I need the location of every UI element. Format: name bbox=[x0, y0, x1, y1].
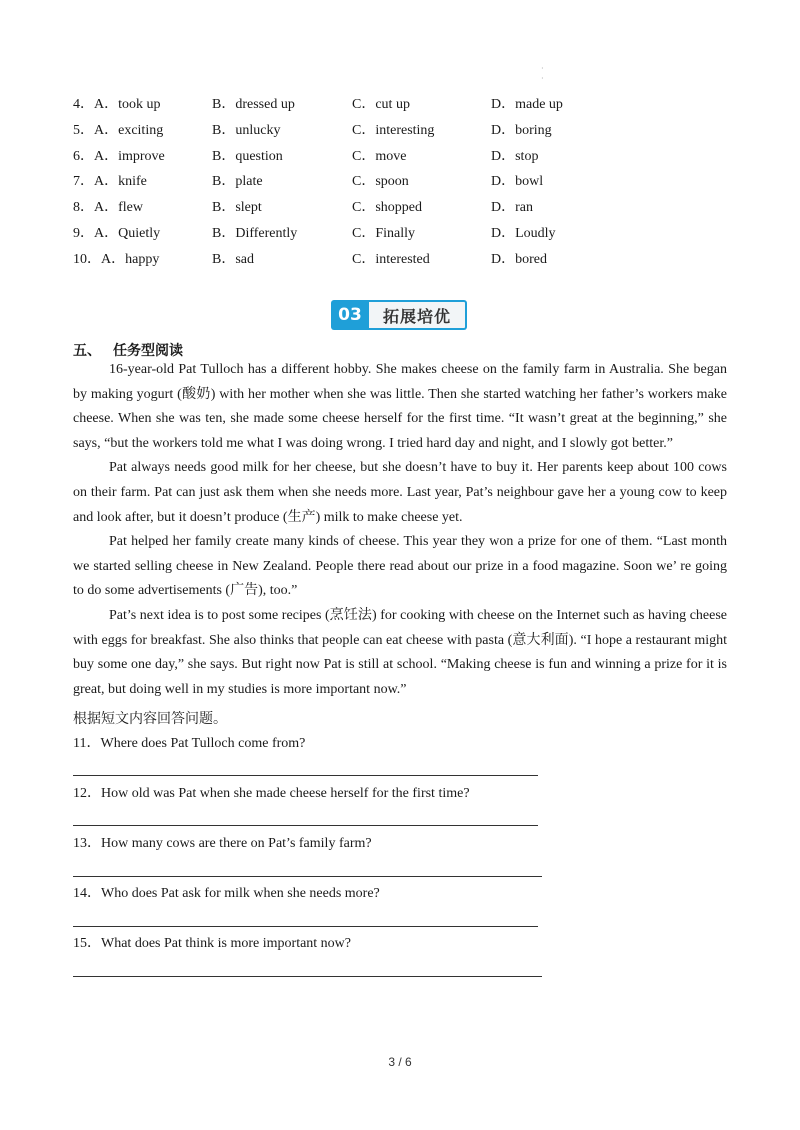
option-d: D．bowl bbox=[491, 174, 544, 190]
answer-line-14[interactable] bbox=[73, 926, 538, 927]
option-d: D．bored bbox=[491, 251, 547, 267]
passage-paragraph: Pat’s next idea is to post some recipes (烹饪法) for cooking with cheese on the Internet such as having cheese with eggs for breakfast. She also thinks that people can eat cheese with pasta (意大利面). “I hope a restaurant might buy some one day,” she says. But right now Pat is still at school. “Making cheese is fun and winning a prize for it is great, but doing well in my studies is more important now.” bbox=[73, 607, 727, 697]
passage-paragraph: 16-year-old Pat Tulloch has a different hobby. She makes cheese on the family farm in Australia. She began by making yogurt (酸奶) with her mother when she was little. Then she started watching her father’s workers make cheese. When she was ten, she made some cheese herself for the first time. “It wasn’t great at the beginning,” she says, “but the workers told me what I was doing wrong. I tried hard day and night, and I slowly got better.” bbox=[73, 362, 727, 451]
option-b: B．question bbox=[212, 148, 283, 164]
badge-label: 拓展培优 bbox=[369, 300, 467, 330]
option-a: 8．A．flew bbox=[73, 200, 143, 216]
option-a: 4．A．took up bbox=[73, 97, 161, 112]
option-b: B．slept bbox=[212, 200, 262, 216]
question-13: 13．How many cows are there on Pat’s family farm? bbox=[73, 836, 372, 851]
badge-number: 03 bbox=[331, 300, 369, 330]
section-index: 五、 bbox=[73, 343, 101, 359]
question-12: 12．How old was Pat when she made cheese herself for the first time? bbox=[73, 786, 470, 801]
passage-paragraph: Pat helped her family create many kinds of cheese. This year they won a prize for one of them. “Last month we started selling cheese in New Zealand. People there read about our prize in a food magazine. Soon we’ re going to do some advertisements (广告), too.” bbox=[73, 534, 727, 599]
instruction-text: 根据短文内容回答问题。 bbox=[73, 711, 227, 727]
question-11: 11．Where does Pat Tulloch come from? bbox=[73, 736, 306, 751]
option-b: B．Differently bbox=[212, 225, 298, 241]
option-a: 9．A．Quietly bbox=[73, 225, 161, 241]
answer-line-12[interactable] bbox=[73, 825, 538, 826]
option-d: D．ran bbox=[491, 200, 533, 216]
option-a: 5．A．exciting bbox=[73, 122, 164, 138]
option-b: B．dressed up bbox=[212, 97, 295, 112]
answer-line-15[interactable] bbox=[73, 976, 542, 977]
option-d: D．Loudly bbox=[491, 225, 556, 241]
section-title: 任务型阅读 bbox=[113, 343, 183, 359]
option-c: C．shopped bbox=[352, 200, 422, 216]
option-b: B．sad bbox=[212, 251, 254, 267]
passage-paragraph: Pat always needs good milk for her cheese, but she doesn’t have to buy it. Her parents keep about 100 cows on their farm. Pat can just ask them when she needs more. Last year, Pat’s neighbour gave her a young cow to keep and look after, but it doesn’t produce (生产) milk to make cheese yet. bbox=[73, 460, 727, 525]
option-a: 7．A．knife bbox=[73, 174, 147, 190]
answer-line-11[interactable] bbox=[73, 775, 538, 776]
reading-passage bbox=[73, 358, 727, 702]
option-c: C．cut up bbox=[352, 97, 410, 112]
option-a: 10．A．happy bbox=[73, 251, 160, 267]
scan-dots: · · bbox=[541, 64, 544, 83]
question-15: 15．What does Pat think is more important now? bbox=[73, 936, 352, 951]
option-a: 6．A．improve bbox=[73, 148, 165, 164]
page-number: 3 / 6 bbox=[388, 1055, 412, 1069]
option-d: D．boring bbox=[491, 122, 552, 138]
option-b: B．plate bbox=[212, 174, 263, 190]
option-c: C．interested bbox=[352, 251, 430, 267]
option-d: D．made up bbox=[491, 97, 563, 112]
option-d: D．stop bbox=[491, 148, 539, 164]
option-c: C．spoon bbox=[352, 174, 409, 190]
option-b: B．unlucky bbox=[212, 122, 281, 138]
option-c: C．Finally bbox=[352, 225, 416, 241]
section-badge bbox=[331, 300, 467, 330]
question-14: 14．Who does Pat ask for milk when she needs more? bbox=[73, 886, 380, 901]
option-c: C．interesting bbox=[352, 122, 435, 138]
option-c: C．move bbox=[352, 148, 407, 164]
answer-line-13[interactable] bbox=[73, 876, 542, 877]
